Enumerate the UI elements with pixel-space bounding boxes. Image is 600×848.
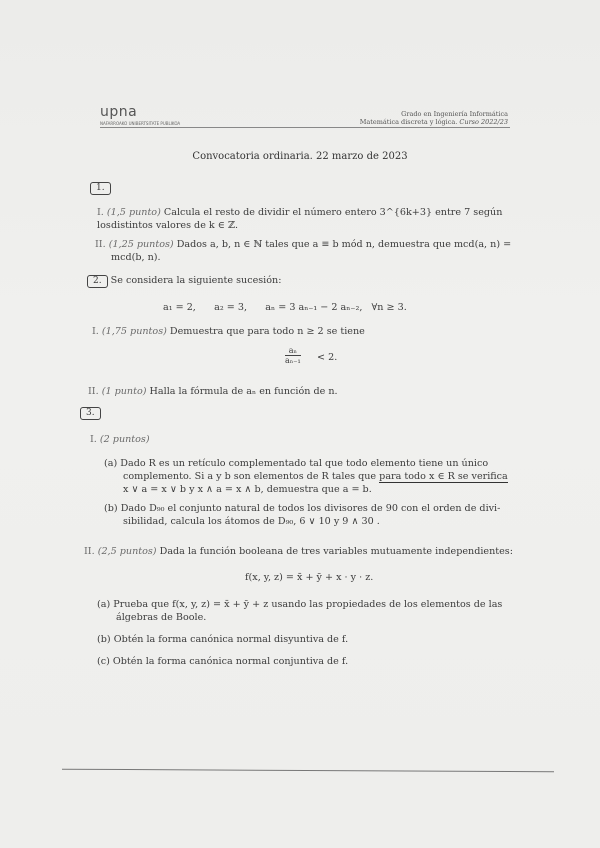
problem-1-part-1: I. (1,5 punto) Calcula el resto de dividir el número entero 3^{6k+3} entre 7 según los — [97, 207, 503, 231]
problem-3-part-2: II. (2,5 puntos) Dada la función booleana de tres variables mutuamente independientes: — [84, 546, 513, 557]
problem-2-intro: 2. Se considera la siguiente sucesión: — [87, 274, 281, 288]
course-info — [360, 110, 508, 126]
problem-3-item-2b: (b) Obtén la forma canónica normal disyuntiva de f. — [97, 634, 349, 645]
subject-name: Matemática discreta y lógica. — [359, 118, 458, 126]
problem-1-part-2-cont: mcd(b, n). — [111, 252, 161, 263]
boolean-function: f(x, y, z) = x̄ + ȳ + x · y · z. — [245, 572, 374, 583]
university-logo — [100, 104, 180, 126]
logo-subtitle: NAFARROAKO UNIBERTSITATE PUBLIKOA — [100, 121, 181, 126]
problem-3-number: 3. — [80, 406, 101, 420]
problem-1-number: 1. — [90, 181, 111, 195]
sequence-definition: a₁ = 2, a₂ = 3, aₙ = 3 aₙ₋₁ − 2 aₙ₋₂, ∀n ≥ 3. — [163, 302, 407, 313]
logo-mark: upna — [100, 104, 138, 120]
problem-3-item-2c: (c) Obtén la forma canónica normal conjuntiva de f. — [97, 656, 349, 667]
subject-line — [360, 118, 508, 126]
problem-2-part-1: I. (1,75 puntos) Demuestra que para todo n ≥ 2 se tiene — [92, 326, 365, 337]
ratio-fraction: $\frac{\text{aₙ}}{\text{aₙ₋₁}}$ — [285, 346, 301, 365]
underlined-phrase: para todo x ∈ R se verifica — [379, 471, 508, 482]
problem-1-part-2: II. (1,25 puntos) Dados a, b, n ∈ ℕ tales que a ≡ b mód n, demuestra que mcd(a, n) = — [95, 239, 512, 250]
exam-title: Convocatoria ordinaria. 22 marzo de 2023 — [192, 151, 408, 162]
ratio-inequality: < 2. — [317, 352, 338, 363]
header-divider — [100, 127, 510, 128]
problem-3-item-2a: (a) Prueba que f(x, y, z) = x̄ + ȳ + z usando las propiedades de los elementos de las álgebras de Boole. — [97, 599, 503, 623]
footer-line — [62, 769, 554, 773]
problem-3-item-a: (a) Dado R es un retículo complementado tal que todo elemento tiene un único complemento. Si a y b son elementos de R tales que para todo x ∈ R se verifica x ∨ a = x ∨ b y x ∧ a = x ∧ b, demuestra que a = b. — [104, 458, 508, 495]
problem-3-item-b: (b) Dado D₉₀ el conjunto natural de todos los divisores de 90 con el orden de divi- sibilidad, calcula los átomos de D₉₀, 6 ∨ 10 y 9 ∧ 30 . — [104, 503, 501, 527]
problem-3-part-1: I. (2 puntos) — [90, 434, 150, 445]
course-year: Curso 2022/23 — [459, 118, 508, 126]
problem-2-part-2: II. (1 punto) Halla la fórmula de aₙ en función de n. — [88, 386, 338, 397]
problem-1-part-1-cont: distintos valores de k ∈ ℤ. — [111, 220, 238, 231]
degree-name: Grado en Ingeniería Informática — [401, 110, 508, 118]
